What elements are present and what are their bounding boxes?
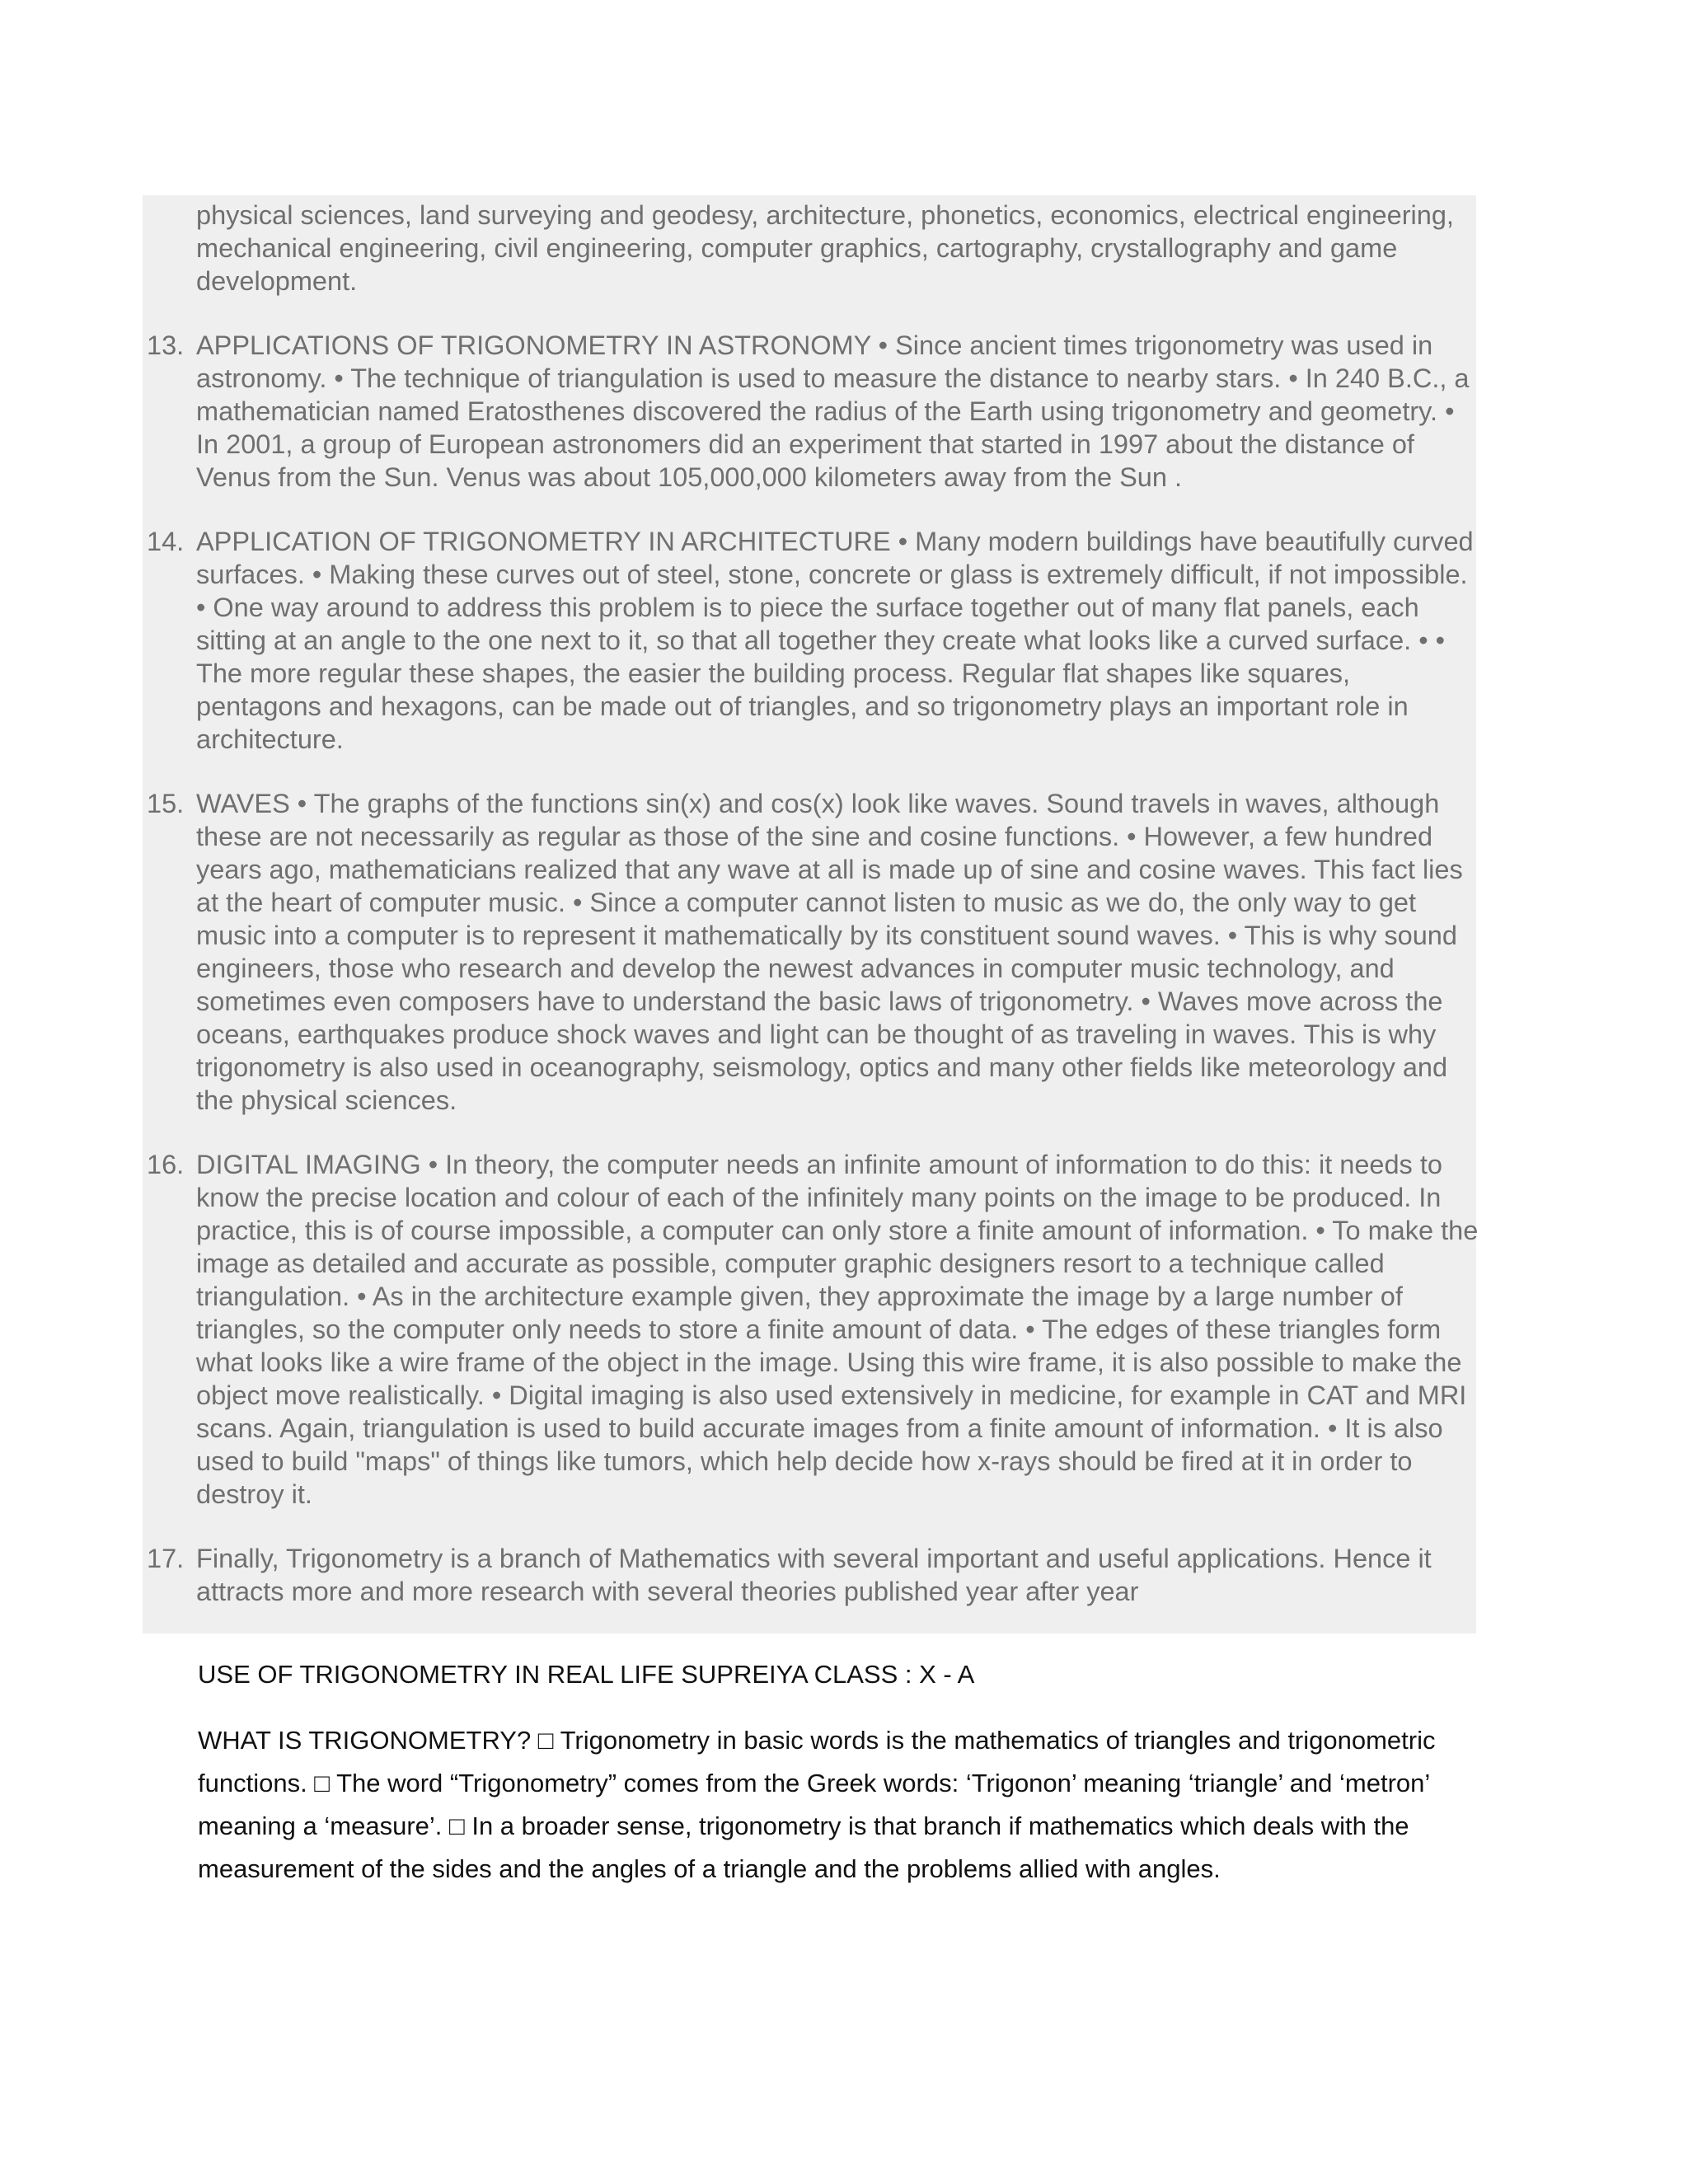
list-item-text: APPLICATION OF TRIGONOMETRY IN ARCHITECTURE • Many modern buildings have beautifully curved surfaces. • Making these curves out of steel, stone, concrete or glass is extremely difficult, if not impossible. • One way around to address this problem is to piece the surface together out of many flat panels, each sitting at an angle to the one next to it, so that all together they create what looks like a curved surface. • • The more regular these shapes, the easier the building process. Regular flat shapes like squares, pentagons and hexagons, can be made out of triangles, and so trigonometry plays an important role in architecture. [196,527,1474,754]
list-item-text: APPLICATIONS OF TRIGONOMETRY IN ASTRONOMY • Since ancient times trigonometry was used in astronomy. • The technique of triangulation is used to measure the distance to nearby stars. • In 240 B.C., a mathematician named Eratosthenes discovered the radius of the Earth using trigonometry and geometry. • In 2001, a group of European astronomers did an experiment that started in 1997 about the distance of Venus from the Sun. Venus was about 105,000,000 kilometers away from the Sun . [196,330,1470,492]
list-item-13 [143,329,1482,494]
spacer [143,298,1476,329]
spacer [143,1117,1476,1148]
document-heading: USE OF TRIGONOMETRY IN REAL LIFE SUPREIYA CLASS : X - A [198,1660,975,1689]
list-item-text: DIGITAL IMAGING • In theory, the computer needs an infinite amount of information to do this: it needs to know the precise location and colour of each of the infinitely many points on the image to be produced. In practice, this is of course impossible, a computer can only store a finite amount of information. • To make the image as detailed and accurate as possible, computer graphic designers resort to a technique called triangulation. • As in the architecture example given, they approximate the image by a large number of triangles, so the computer only needs to store a finite amount of data. • The edges of these triangles form what looks like a wire frame of the object in the image. Using this wire frame, it is also possible to make the object move realistically. • Digital imaging is also used extensively in medicine, for example in CAT and MRI scans. Again, triangulation is used to build accurate images from a finite amount of information. • It is also used to build "maps" of things like tumors, which help decide how x-rays should be fired at it in order to destroy it. [196,1150,1479,1509]
list-item-text: WAVES • The graphs of the functions sin(x) and cos(x) look like waves. Sound travels in waves, although these are not necessarily as regular as those of the sine and cosine functions. • However, a few hundred years ago, mathematicians realized that any wave at all is made up of sine and cosine waves. This fact lies at the heart of computer music. • Since a computer cannot listen to music as we do, the only way to get music into a computer is to represent it mathematically by its constituent sound waves. • This is why sound engineers, those who research and develop the newest advances in computer music technology, and sometimes even composers have to understand the basic laws of trigonometry. • Waves move across the oceans, earthquakes produce shock waves and light can be thought of as traveling in waves. This is why trigonometry is also used in oceanography, seismology, optics and many other fields like meteorology and the physical sciences. [196,789,1463,1115]
list-item-17 [143,1542,1482,1608]
list-item-text: Finally, Trigonometry is a branch of Mathematics with several important and useful applications. Hence it attracts more and more research with several theories published year after year [196,1544,1432,1606]
list-item-14 [143,525,1482,756]
intro-paragraph: WHAT IS TRIGONOMETRY? □ Trigonometry in basic words is the mathematics of triangles and trigonometric functions. □ The word “Trigonometry” comes from the Greek words: ‘Trigonon’ meaning ‘triangle’ and ‘metron’ meaning a ‘measure’. □ In a broader sense, trigonometry is that branch if mathematics which deals with the measurement of the sides and the angles of a triangle and the problems allied with angles. [198,1726,1436,1883]
highlighted-text-block [143,195,1479,1633]
continuation-paragraph: physical sciences, land surveying and geodesy, architecture, phonetics, economics, electrical engineering, mechanical engineering, civil engineering, computer graphics, cartography, crystallography and game development. [196,200,1454,296]
list-item-16 [143,1148,1482,1511]
numbered-list [143,329,1479,1608]
spacer [143,756,1476,787]
list-item-15 [143,787,1482,1117]
list-item-number: 17. [147,1544,185,1573]
spacer [143,1511,1476,1542]
list-item-number: 15. [147,789,185,818]
spacer [143,494,1476,525]
list-item-number: 13. [147,330,185,360]
list-item-number: 14. [147,527,185,556]
document-body [198,1658,1484,1891]
list-item-number: 16. [147,1150,185,1179]
